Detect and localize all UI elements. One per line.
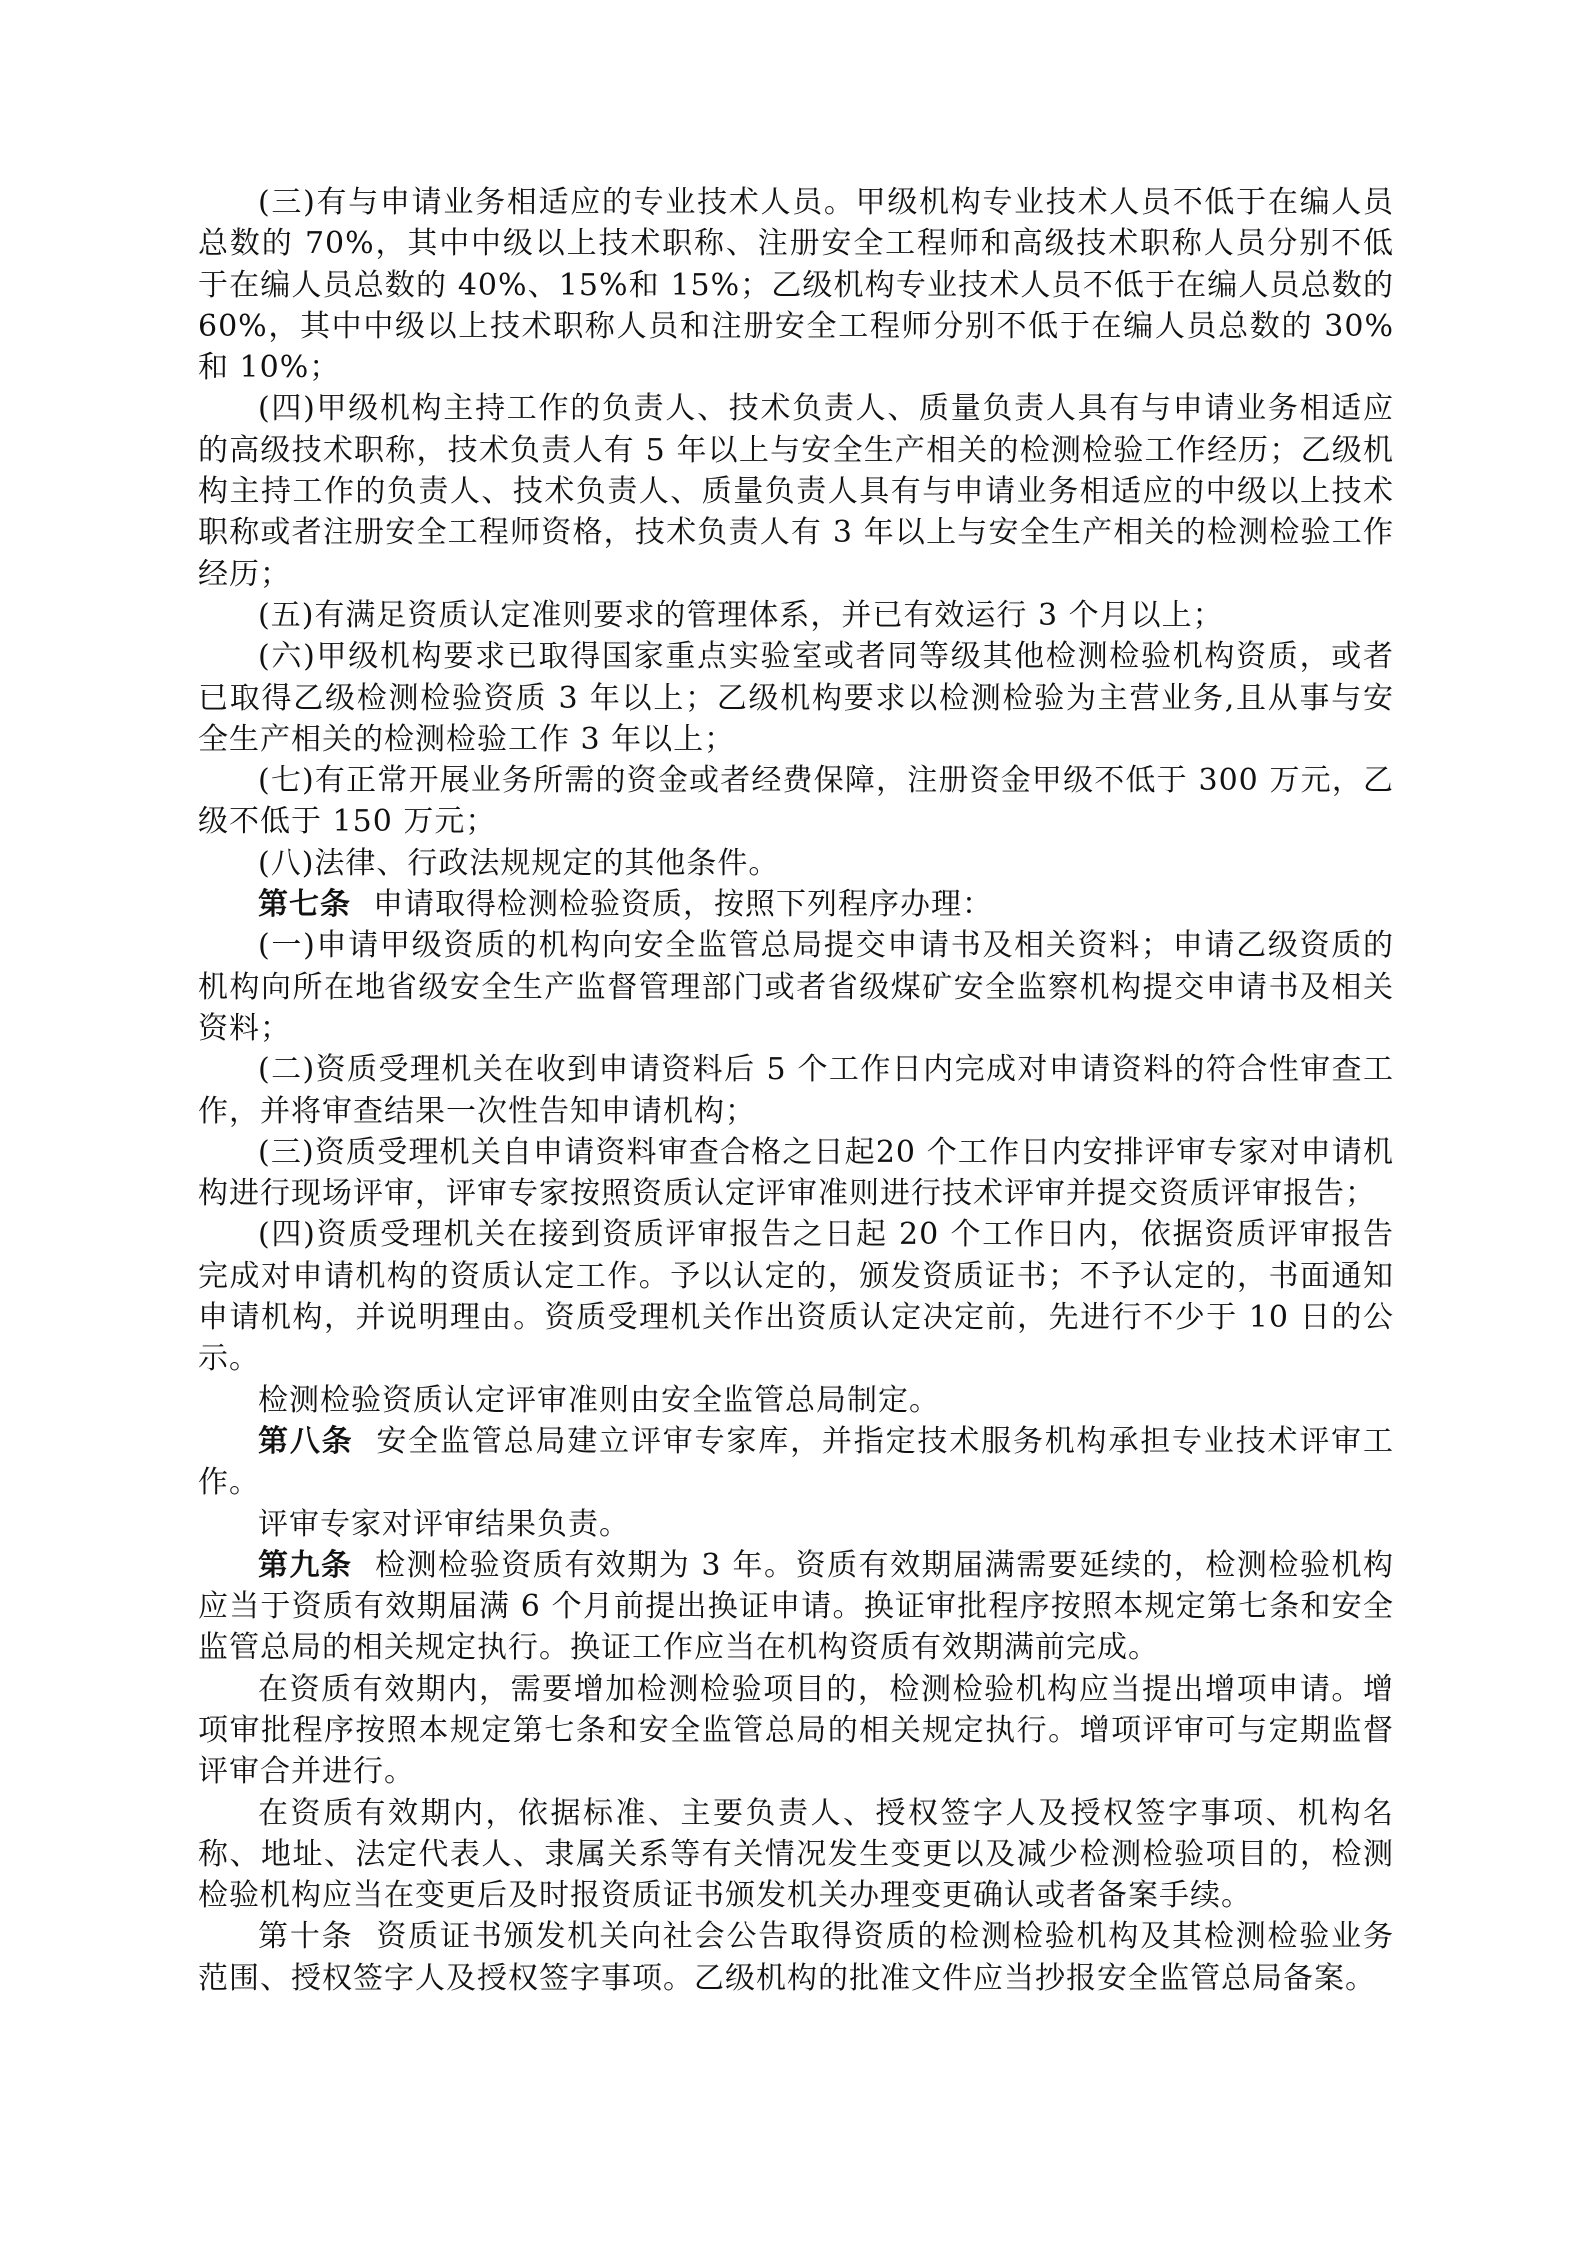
article-text: 申请取得检测检验资质，按照下列程序办理： — [373, 887, 993, 923]
paragraph-text: (七)有正常开展业务所需的资金或者经费保障，注册资金甲级不低于 300 万元，乙级不低于 150 万元； — [198, 763, 1394, 840]
paragraph-text: (六)甲级机构要求已取得国家重点实验室或者同等级其他检测检验机构资质，或者已取得乙级检测检验资质 3 年以上；乙级机构要求以检测检验为主营业务,且从事与安全生产相关的检测检验工作 3 年以上； — [198, 639, 1394, 757]
paragraph-text: (八)法律、行政法规规定的其他条件。 — [258, 845, 780, 881]
article-text: 检测检验资质有效期为 3 年。资质有效期届满需要延续的，检测检验机构应当于资质有效期届满 6 个月前提出换证申请。换证审批程序按照本规定第七条和安全监管总局的相关规定执行。换证工作应当在机构资质有效期满前完成。 — [198, 1547, 1394, 1666]
procedure-item-4 — [198, 1214, 1394, 1379]
document-body — [198, 182, 1394, 1999]
article-label: 第九条 — [258, 1547, 353, 1583]
paragraph-text: (三)有与申请业务相适应的专业技术人员。甲级机构专业技术人员不低于在编人员总数的 70%，其中中级以上技术职称、注册安全工程师和高级技术职称人员分别不低于在编人员总数的 40%、15%和 15%；乙级机构专业技术人员不低于在编人员总数的 60%，其中中级以上技术职称人员和注册安全工程师分别不低于在编人员总数的 30%和 10%； — [198, 185, 1394, 386]
procedure-item-1 — [198, 925, 1394, 1049]
paragraph-text: 在资质有效期内，依据标准、主要负责人、授权签字人及授权签字事项、机构名称、地址、法定代表人、隶属关系等有关情况发生变更以及减少检测检验项目的，检测检验机构应当在变更后及时报资质证书颁发机关办理变更确认或者备案手续。 — [198, 1795, 1394, 1914]
article-10 — [198, 1916, 1394, 1999]
paragraph-expert-responsibility — [198, 1504, 1394, 1545]
procedure-item-2 — [198, 1049, 1394, 1132]
paragraph-text: (一)申请甲级资质的机构向安全监管总局提交申请书及相关资料；申请乙级资质的机构向所在地省级安全生产监督管理部门或者省级煤矿安全监察机构提交申请书及相关资料； — [198, 928, 1394, 1046]
procedure-item-3 — [198, 1132, 1394, 1215]
paragraph-text: (四)甲级机构主持工作的负责人、技术负责人、质量负责人具有与申请业务相适应的高级技术职称，技术负责人有 5 年以上与安全生产相关的检测检验工作经历；乙级机构主持工作的负责人、技术负责人、质量负责人具有与申请业务相适应的中级以上技术职称或者注册安全工程师资格，技术负责人有 3 年以上与安全生产相关的检测检验工作经历； — [198, 391, 1394, 592]
article-label: 第七条 — [258, 887, 351, 923]
article-text: 安全监管总局建立评审专家库，并指定技术服务机构承担专业技术评审工作。 — [198, 1423, 1395, 1501]
paragraph-text: (二)资质受理机关在收到申请资料后 5 个工作日内完成对申请资料的符合性审查工作，并将审查结果一次性告知申请机构； — [198, 1052, 1394, 1129]
paragraph-item-3 — [198, 182, 1394, 388]
article-8 — [198, 1421, 1394, 1504]
paragraph-text: 检测检验资质认定评审准则由安全监管总局制定。 — [258, 1382, 940, 1418]
paragraph-item-5 — [198, 595, 1394, 636]
paragraph-item-6 — [198, 636, 1394, 760]
article-label: 第十条 — [258, 1919, 354, 1955]
paragraph-item-addition — [198, 1669, 1394, 1793]
paragraph-text: 在资质有效期内，需要增加检测检验项目的，检测检验机构应当提出增项申请。增项审批程序按照本规定第七条和安全监管总局的相关规定执行。增项评审可与定期监督评审合并进行。 — [198, 1671, 1394, 1790]
paragraph-change-filing — [198, 1793, 1394, 1917]
paragraph-text: (三)资质受理机关自申请资料审查合格之日起20 个工作日内安排评审专家对申请机构进行现场评审，评审专家按照资质认定评审准则进行技术评审并提交资质评审报告； — [198, 1134, 1394, 1212]
paragraph-item-8 — [198, 843, 1394, 884]
paragraph-item-7 — [198, 760, 1394, 843]
paragraph-text: (四)资质受理机关在接到资质评审报告之日起 20 个工作日内，依据资质评审报告完成对申请机构的资质认定工作。予以认定的，颁发资质证书；不予认定的，书面通知申请机构，并说明理由。资质受理机关作出资质认定决定前，先进行不少于 10 日的公示。 — [198, 1217, 1394, 1377]
paragraph-text: 评审专家对评审结果负责。 — [258, 1506, 630, 1542]
paragraph-text: (五)有满足资质认定准则要求的管理体系，并已有效运行 3 个月以上； — [258, 597, 1224, 633]
paragraph-item-4 — [198, 388, 1394, 594]
article-text: 资质证书颁发机关向社会公告取得资质的检测检验机构及其检测检验业务范围、授权签字人及授权签字事项。乙级机构的批准文件应当抄报安全监管总局备案。 — [198, 1919, 1395, 1996]
paragraph-criteria — [198, 1380, 1394, 1421]
article-7 — [198, 884, 1394, 925]
article-label: 第八条 — [258, 1423, 354, 1459]
article-9 — [198, 1545, 1394, 1669]
